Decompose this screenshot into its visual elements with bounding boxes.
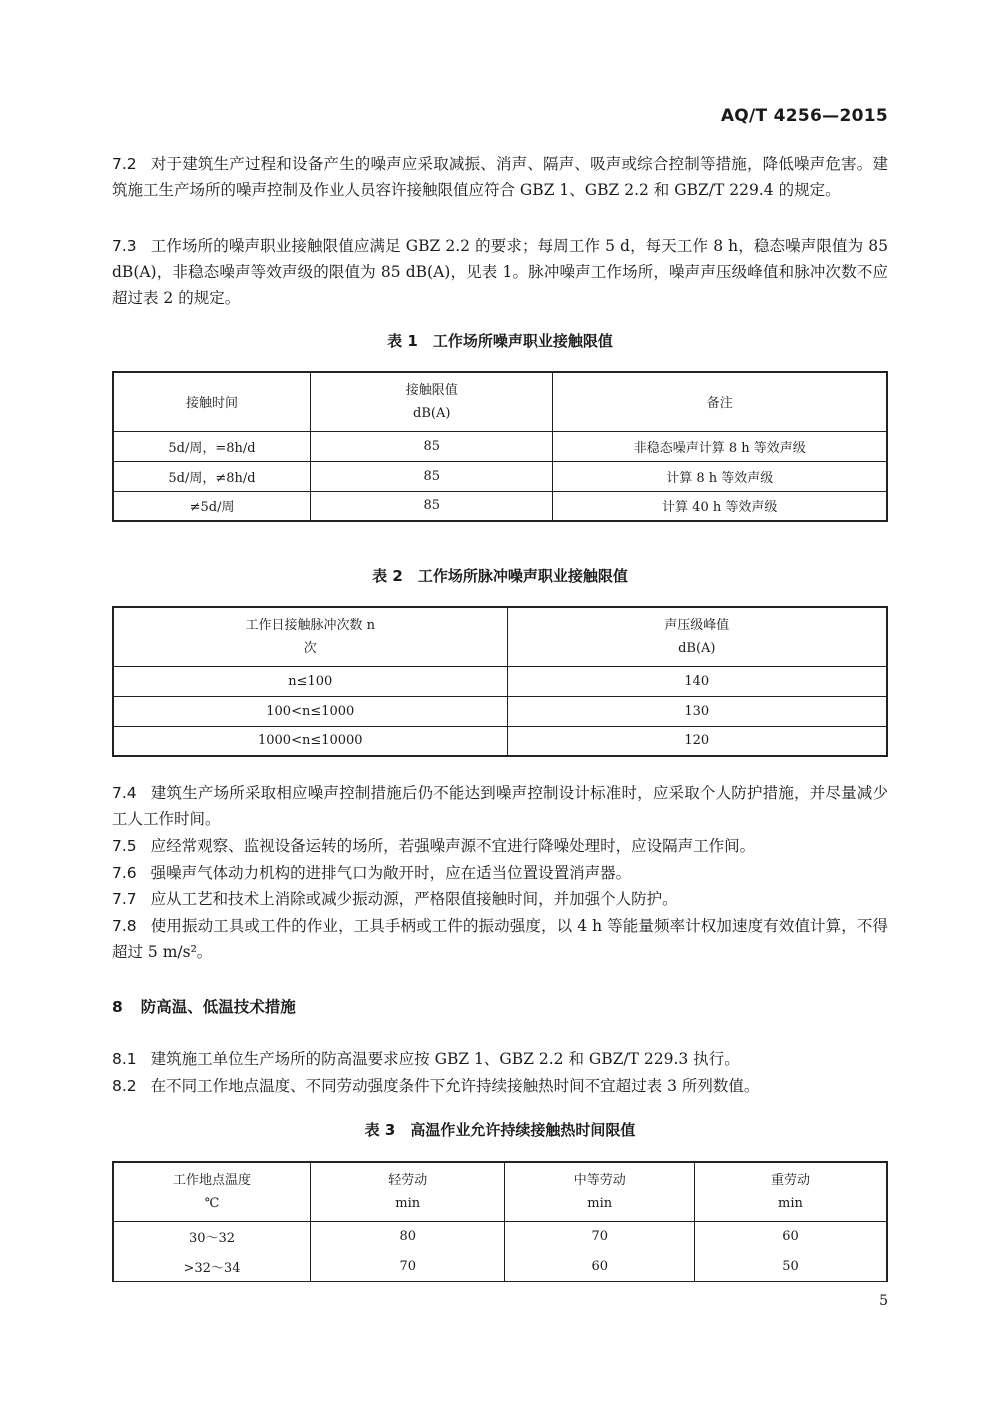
clause-number: 7.3	[112, 237, 137, 255]
clause-7-7	[112, 886, 888, 912]
table-row	[113, 1221, 887, 1252]
table-cell: ≠5d/周	[113, 491, 311, 521]
header-line: 轻劳动	[388, 1172, 428, 1188]
column-header	[113, 607, 507, 666]
table-cell: 非稳态噪声计算 8 h 等效声级	[553, 431, 887, 461]
table-cell: 5d/周，≠8h/d	[113, 461, 311, 491]
header-line: 重劳动	[770, 1172, 810, 1188]
table-cell: 70	[310, 1252, 504, 1281]
table-row	[113, 461, 887, 491]
table-2	[112, 606, 888, 757]
table-cell: 100<n≤1000	[113, 696, 507, 726]
header-line: 声压级峰值	[664, 617, 730, 633]
clause-number: 7.8	[112, 917, 137, 935]
clause-7-5	[112, 833, 888, 859]
table-header-row	[113, 1162, 887, 1221]
clause-text: 对于建筑生产过程和设备产生的噪声应采取减振、消声、隔声、吸声或综合控制等措施，降低噪声危害。建筑施工生产场所的噪声控制及作业人员容许接触限值应符合 GBZ 1、GBZ 2.2 和 GBZ/T 229.4 的规定。	[112, 155, 888, 199]
section-8-heading	[112, 995, 296, 1017]
clause-7-2	[112, 151, 888, 203]
clause-text: 工作场所的噪声职业接触限值应满足 GBZ 2.2 的要求；每周工作 5 d，每天工作 8 h，稳态噪声限值为 85 dB(A)，非稳态噪声等效声级的限值为 85 dB(A)，见表 1。脉冲噪声工作场所，噪声声压级峰值和脉冲次数不应超过表 2 的规定。	[112, 237, 888, 307]
clause-number: 7.6	[112, 864, 137, 882]
clause-text: 强噪声气体动力机构的进排气口为敞开时，应在适当位置设置消声器。	[150, 864, 632, 882]
table-cell: 计算 8 h 等效声级	[553, 461, 887, 491]
table-cell: 70	[505, 1221, 695, 1252]
table-row	[113, 491, 887, 521]
clause-text: 应经常观察、监视设备运转的场所，若强噪声源不宜进行降噪处理时，应设隔声工作间。	[150, 837, 756, 855]
header-unit: min	[778, 1195, 803, 1211]
table-cell: n≤100	[113, 666, 507, 696]
table-cell: 5d/周，=8h/d	[113, 431, 311, 461]
header-unit: min	[395, 1195, 421, 1211]
header-unit: dB(A)	[678, 640, 716, 656]
clause-7-3	[112, 233, 888, 311]
clause-text: 使用振动工具或工件的作业，工具手柄或工件的振动强度，以 4 h 等能量频率计权加速度有效值计算，不得超过 5 m/s²。	[112, 917, 888, 961]
table-cell: 130	[507, 696, 887, 726]
table-cell: 120	[507, 726, 887, 756]
table-cell: 60	[505, 1252, 695, 1281]
clause-text: 在不同工作地点温度、不同劳动强度条件下允许持续接触热时间不宜超过表 3 所列数值。	[150, 1077, 760, 1095]
clause-number: 8.1	[112, 1050, 137, 1068]
table-2-caption: 表 2 工作场所脉冲噪声职业接触限值	[372, 567, 628, 585]
clause-8-1	[112, 1046, 888, 1072]
clause-text: 应从工艺和技术上消除或减少振动源，严格限值接触时间，并加强个人防护。	[150, 890, 678, 908]
clause-7-6	[112, 860, 888, 886]
table-3-caption: 表 3 高温作业允许持续接触热时间限值	[364, 1121, 636, 1139]
table-cell: 85	[311, 461, 553, 491]
table-cell: 80	[310, 1221, 504, 1252]
table-cell: 60	[694, 1221, 887, 1252]
header-line: 工作日接触脉冲次数 n	[245, 617, 376, 633]
table-1-caption: 表 1 工作场所噪声职业接触限值	[387, 332, 613, 350]
table-header-row	[113, 372, 887, 431]
column-header: 备注	[553, 372, 887, 431]
clause-number: 7.5	[112, 837, 137, 855]
header-unit: min	[587, 1195, 613, 1211]
table-cell: 30～32	[113, 1221, 310, 1252]
table-row	[113, 696, 887, 726]
column-header	[694, 1162, 887, 1221]
table-row	[113, 431, 887, 461]
table-row	[113, 666, 887, 696]
column-header	[310, 1162, 504, 1221]
header-line: 工作地点温度	[172, 1172, 251, 1188]
table-cell: 1000<n≤10000	[113, 726, 507, 756]
clause-7-8	[112, 913, 888, 965]
table-cell: 140	[507, 666, 887, 696]
header-unit: ℃	[204, 1195, 220, 1211]
header-unit: dB(A)	[413, 405, 451, 421]
clause-text: 建筑施工单位生产场所的防高温要求应按 GBZ 1、GBZ 2.2 和 GBZ/T 229.3 执行。	[150, 1050, 740, 1068]
table-row	[113, 726, 887, 756]
clause-number: 7.2	[112, 155, 137, 173]
clause-text: 建筑生产场所采取相应噪声控制措施后仍不能达到噪声控制设计标准时，应采取个人防护措施，并尽量减少工人工作时间。	[112, 784, 888, 828]
column-header: 接触时间	[113, 372, 311, 431]
column-header	[311, 372, 553, 431]
clause-8-2	[112, 1073, 888, 1099]
table-row	[113, 1252, 887, 1281]
header-unit: 次	[303, 640, 317, 656]
header-line: 接触限值	[405, 382, 458, 398]
table-cell: 50	[694, 1252, 887, 1281]
table-cell: 计算 40 h 等效声级	[553, 491, 887, 521]
clause-7-4	[112, 780, 888, 832]
clause-number: 7.4	[112, 784, 137, 802]
section-title: 防高温、低温技术措施	[140, 998, 296, 1016]
page-number: 5	[879, 1293, 888, 1309]
column-header	[507, 607, 887, 666]
section-number: 8	[112, 998, 123, 1016]
table-cell: 85	[311, 431, 553, 461]
table-3	[112, 1161, 888, 1282]
table-header-row	[113, 607, 887, 666]
document-code: AQ/T 4256—2015	[720, 106, 888, 126]
clause-number: 7.7	[112, 890, 137, 908]
table-1	[112, 371, 888, 522]
table-cell: >32～34	[113, 1252, 310, 1281]
column-header	[505, 1162, 695, 1221]
table-cell: 85	[311, 491, 553, 521]
column-header	[113, 1162, 310, 1221]
header-line: 中等劳动	[573, 1172, 626, 1188]
clause-number: 8.2	[112, 1077, 137, 1095]
